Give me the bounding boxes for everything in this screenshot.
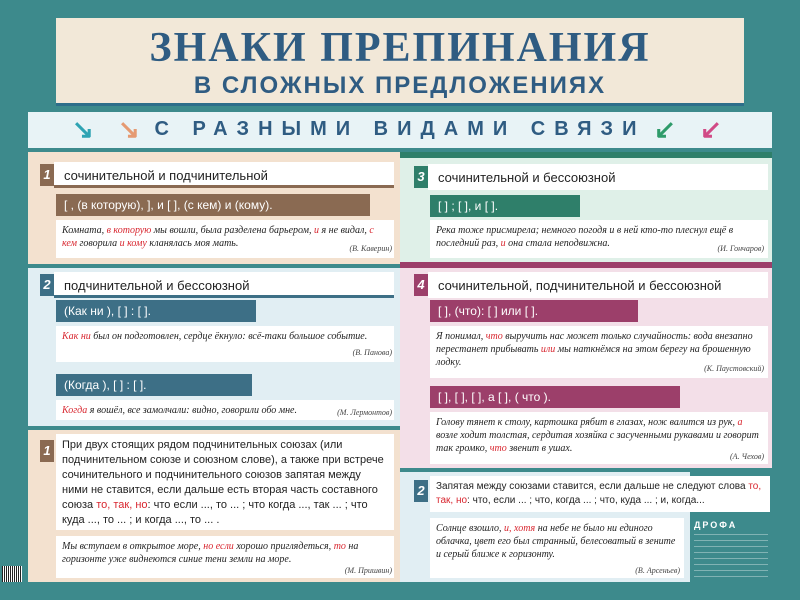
text-segment: кланялась моя мать. — [146, 238, 239, 249]
text-segment: возле ходит толстая, сердитая хозяйка с засученными рукавами и говорит так громко, — [436, 430, 759, 454]
text-segment: говорила — [77, 238, 120, 249]
text-segment: мы вошли, была разделена барьером, — [151, 225, 315, 236]
rule-1-text — [56, 434, 394, 530]
text-segment: Река тоже присмирела; немного погодя и в ней кто-то плеснул ещё в последний раз, — [436, 225, 734, 249]
text-segment: Солнце взошло, — [436, 523, 505, 534]
page-subtitle: В СЛОЖНЫХ ПРЕДЛОЖЕНИЯХ — [193, 72, 607, 99]
text-segment: : что если ..., то ... ; что когда ..., так ... ; что куда ..., то ... ; и когда ..., то ... . — [62, 499, 368, 526]
text-segment: на горизонте уже виднеются синие тени земли на море. — [62, 541, 359, 565]
text-segment: на небе не было ни единого облачка, цвет его был странный, белесоватый в зените и серый ближе к горизонту. — [436, 523, 676, 560]
highlighted-word: но если — [203, 541, 234, 552]
section-4-header: сочинительной, подчинительной и бессоюзной — [438, 278, 722, 293]
page-title: ЗНАКИ ПРЕПИНАНИЯ — [149, 25, 651, 71]
text-segment: звенит в ушах. — [506, 443, 573, 454]
arrow-down-right-icon: ↘ — [118, 114, 140, 144]
section-2-number: 2 — [40, 274, 54, 296]
section-4-author-2: (А. Чехов) — [730, 452, 764, 461]
band-title: С РАЗНЫМИ ВИДАМИ СВЯЗИ — [154, 118, 646, 140]
text-segment: Голову тянет к столу, картошка рябит в глазах, нож валится из рук, — [436, 417, 738, 428]
section-1-author: (В. Каверин) — [349, 244, 392, 253]
highlighted-word: то, так, но — [436, 481, 762, 506]
section-3-scheme: [ ] ; [ ], и [ ]. — [430, 195, 580, 217]
rule-2-author: (В. Арсеньев) — [635, 566, 680, 575]
section-2-author-1: (В. Панова) — [352, 348, 392, 357]
text-segment: Я понимал, — [436, 331, 486, 342]
imprint-lines — [694, 534, 768, 578]
section-3-author: (И. Гончаров) — [717, 244, 764, 253]
section-4-scheme-1: [ ], (что): [ ] или [ ]. — [430, 300, 638, 322]
highlighted-word: и, хотя — [504, 523, 536, 534]
rule-2-number: 2 — [414, 480, 428, 502]
section-3-number: 3 — [414, 166, 428, 188]
publisher-logo: ДРОФА — [694, 520, 738, 530]
text-segment: : что, если ... ; что, когда ... ; что, куда ... ; и, когда... — [467, 495, 705, 506]
arrow-down-left-icon: ↙ — [700, 114, 722, 144]
section-1-number: 1 — [40, 164, 54, 186]
rule-1-number: 1 — [40, 440, 54, 462]
text-segment: мы наткнёмся на этом берегу на брошенную лодку. — [436, 344, 751, 368]
section-4-scheme-2: [ ], [ ], [ ], а [ ], ( что ). — [430, 386, 680, 408]
section-2-header: подчинительной и бессоюзной — [64, 278, 250, 293]
highlighted-word: Как ни — [62, 331, 91, 342]
highlighted-word: и — [500, 238, 506, 249]
highlighted-word: то, так, но — [96, 499, 148, 511]
highlighted-word: что — [485, 331, 503, 342]
section-3-top-bar — [400, 152, 772, 158]
text-segment: она стала неподвижна. — [505, 238, 610, 249]
highlighted-word: или — [540, 344, 556, 355]
arrow-down-right-icon: ↘ — [72, 114, 94, 144]
text-segment: я не видал, — [319, 225, 370, 236]
section-1-header: сочинительной и подчинительной — [64, 168, 268, 183]
highlighted-word: и кому — [119, 238, 147, 249]
highlighted-word: с кем — [62, 225, 374, 249]
arrow-down-left-icon: ↙ — [654, 114, 676, 144]
text-segment: При двух стоящих рядом подчинительных союзах (или подчинительном союзе и союзном слове), а также при встрече сочинительного и подчинительного союзов запятая между ними не ставится, если дальше есть вторая часть составного союза — [62, 439, 384, 511]
rule-1-author: (М. Пришвин) — [344, 566, 392, 575]
section-4-number: 4 — [414, 274, 428, 296]
section-2-scheme-2: (Когда ), [ ] : [ ]. — [56, 374, 252, 396]
section-1-scheme: [ , (в которую), ], и [ ], (с кем) и (кому). — [56, 194, 370, 216]
text-segment: Запятая между союзами ставится, если дальше не следуют слова — [436, 481, 749, 492]
highlighted-word: в которую — [106, 225, 152, 236]
section-2-scheme-1: (Как ни ), [ ] : [ ]. — [56, 300, 256, 322]
section-2-author-2: (М. Лермонтов) — [337, 408, 392, 417]
text-segment: Мы вступаем в открытое море, — [62, 541, 204, 552]
highlighted-word: и — [314, 225, 320, 236]
highlighted-word: что — [489, 443, 507, 454]
rule-2-text — [430, 476, 770, 512]
highlighted-word: а — [737, 417, 743, 428]
text-segment: хорошо приглядеться, — [233, 541, 334, 552]
section-4-top-bar — [400, 262, 772, 268]
text-segment: выручить нас может только случайность: вода внезапно перестанет прибывать — [436, 331, 753, 355]
highlighted-word: Когда — [62, 405, 88, 416]
barcode — [2, 566, 22, 582]
text-segment: был он подготовлен, сердце ёкнуло: всё-таки большое событие. — [90, 331, 368, 342]
section-4-author-1: (К. Паустовский) — [704, 364, 764, 373]
highlighted-word: то — [333, 541, 346, 552]
text-segment: Комната, — [62, 225, 107, 236]
text-segment: я вошёл, все замолчали: видно, говорили обо мне. — [87, 405, 297, 416]
section-3-header: сочинительной и бессоюзной — [438, 170, 616, 185]
